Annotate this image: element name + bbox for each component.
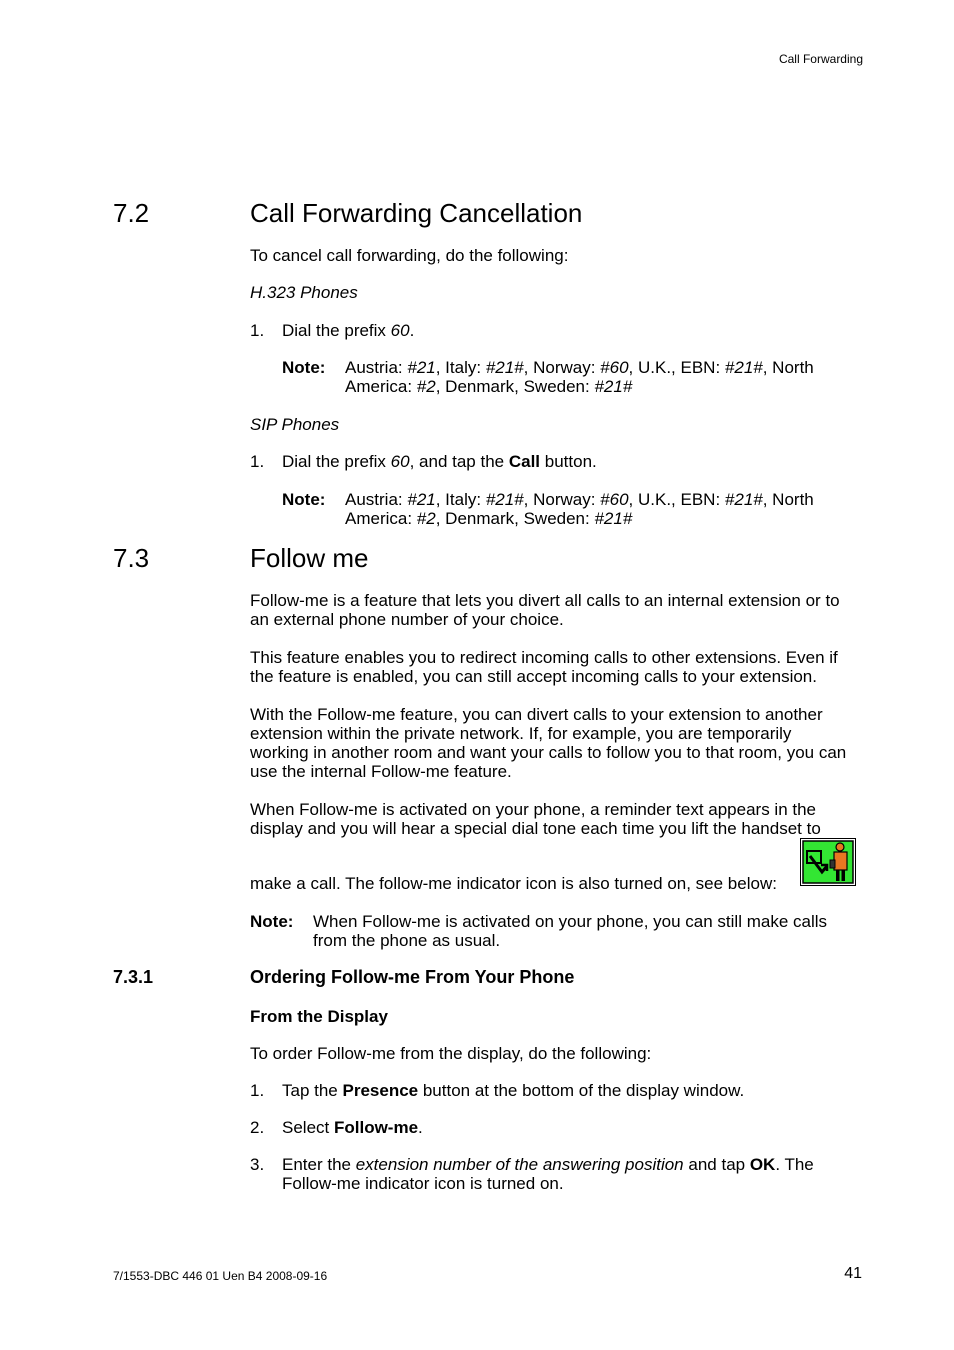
display-step-1 (0, 1081, 954, 1100)
running-header: Call Forwarding (778, 52, 863, 66)
list-number: 2. (250, 1118, 265, 1137)
note-label: Note: (282, 358, 326, 377)
follow-me-note (0, 912, 954, 952)
note-label: Note: (250, 912, 294, 931)
section-title-7-3: Follow me (250, 543, 369, 573)
display-step-3 (0, 1155, 954, 1195)
follow-me-indicator-icon (800, 838, 856, 886)
paragraph: When Follow-me is activated on your phone, a reminder text appears in the display and you will hear a special dial tone each time you lift the handset to (250, 800, 821, 838)
list-text: Dial the prefix 60, and tap the Call button. (282, 452, 597, 471)
subheading-from-display: From the Display (250, 1007, 388, 1026)
h323-note (0, 358, 954, 398)
note-line: America: #2, Denmark, Sweden: #21# (345, 509, 633, 528)
section-title-7-3-1: Ordering Follow-me From Your Phone (250, 967, 575, 987)
list-number: 1. (250, 452, 265, 471)
list-text: Dial the prefix 60. (282, 321, 415, 340)
paragraph: This feature enables you to redirect incoming calls to other extensions. Even if the feature is enabled, you can still accept incoming calls to your extension. (250, 648, 838, 686)
note-line: Austria: #21, Italy: #21#, Norway: #60, U.K., EBN: #21#, North (345, 490, 814, 509)
sip-step-1 (0, 452, 954, 471)
h323-step-1 (0, 321, 954, 340)
note-label: Note: (282, 490, 326, 509)
note-line: America: #2, Denmark, Sweden: #21# (345, 377, 633, 396)
sip-subheading: SIP Phones (250, 415, 340, 434)
list-text-continued: Follow-me indicator icon is turned on. (282, 1174, 564, 1193)
sec731-intro: To order Follow-me from the display, do the following: (250, 1044, 652, 1063)
section-number-7-3-1: 7.3.1 (113, 967, 154, 987)
list-text: Tap the Presence button at the bottom of the display window. (282, 1081, 745, 1100)
sec72-intro: To cancel call forwarding, do the following: (250, 246, 569, 265)
list-number: 3. (250, 1155, 265, 1174)
list-text: Select Follow-me. (282, 1118, 423, 1137)
document-id: 7/1553-DBC 446 01 Uen B4 2008-09-16 (113, 1269, 328, 1283)
section-number-7-3: 7.3 (113, 543, 150, 573)
list-text: Enter the extension number of the answering position and tap OK. The (282, 1155, 814, 1174)
note-line: from the phone as usual. (313, 931, 501, 950)
section-number-7-2: 7.2 (113, 198, 150, 228)
paragraph: Follow-me is a feature that lets you divert all calls to an internal extension or to an external phone number of your choice. (250, 591, 840, 629)
note-line: When Follow-me is activated on your phone, you can still make calls (313, 912, 828, 931)
display-step-2 (0, 1118, 954, 1137)
list-number: 1. (250, 321, 265, 340)
paragraph-line: make a call. The follow-me indicator icon is also turned on, see below: (250, 874, 777, 893)
note-line: Austria: #21, Italy: #21#, Norway: #60, U.K., EBN: #21#, North (345, 358, 814, 377)
page-number: 41 (844, 1265, 862, 1282)
list-number: 1. (250, 1081, 265, 1100)
h323-subheading: H.323 Phones (250, 283, 358, 302)
paragraph: With the Follow-me feature, you can divert calls to your extension to another extension within the private network. If, for example, you are temporarily working in another room and want your calls to follow you to that room, you can use the internal Follow-me feature. (250, 705, 847, 781)
section-title-7-2: Call Forwarding Cancellation (250, 198, 583, 228)
sip-note (0, 490, 954, 530)
